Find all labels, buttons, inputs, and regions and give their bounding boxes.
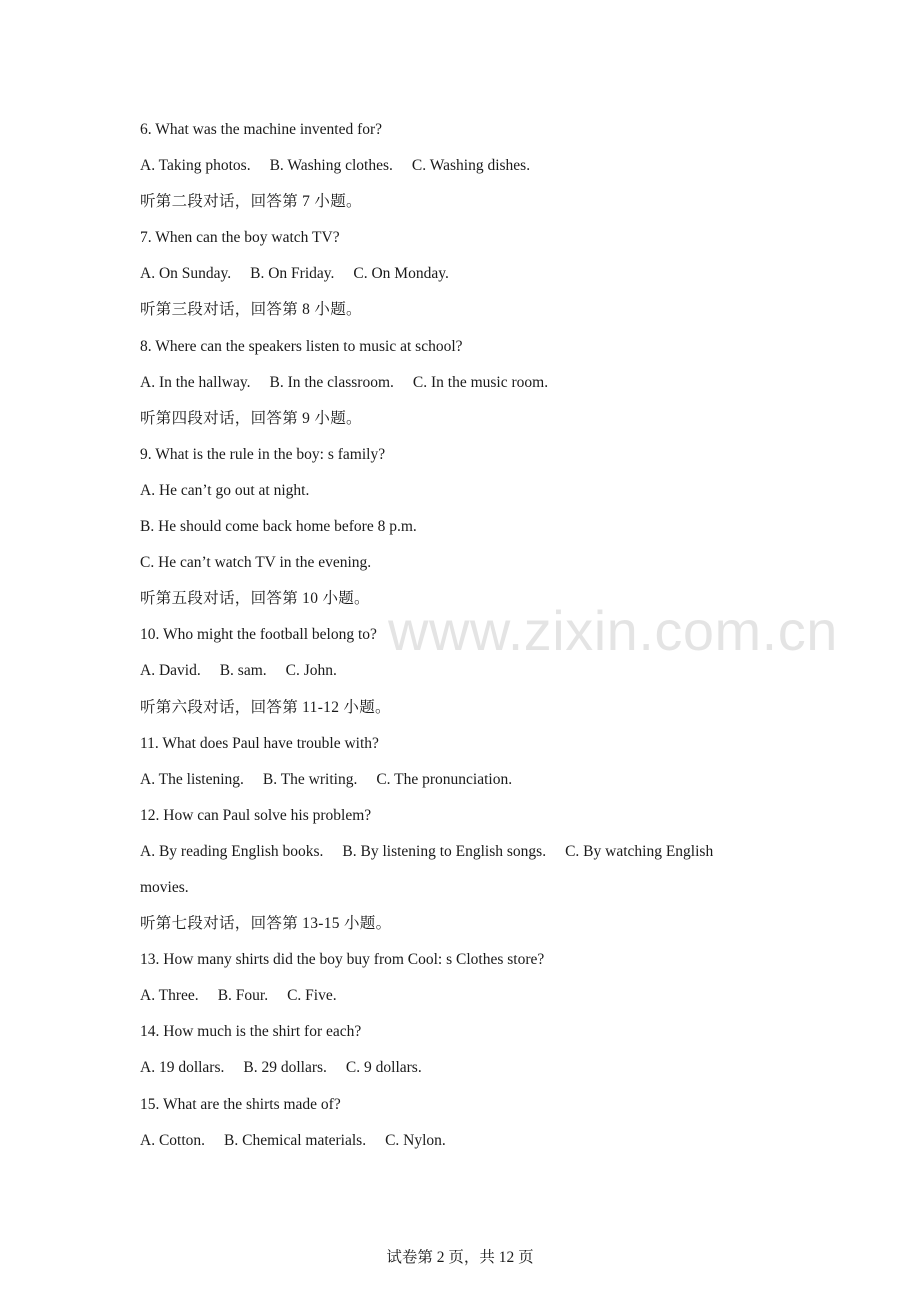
- question-text: 11. What does Paul have trouble with?: [140, 734, 379, 752]
- question-text: A. He can’t go out at night.: [140, 481, 310, 499]
- question-text: movies.: [140, 878, 189, 896]
- answer-options: [140, 983, 780, 1019]
- answer-options: [140, 261, 780, 297]
- answer-option: A. Cotton.: [140, 1131, 206, 1149]
- answer-option: C. Washing dishes.: [411, 157, 531, 175]
- answer-options: [140, 767, 780, 803]
- section-instruction: 听第六段对话，回答第 11-12 小题。: [140, 698, 391, 716]
- answer-option: C. 9 dollars.: [345, 1059, 422, 1077]
- question-text: 14. How much is the shirt for each?: [140, 1023, 362, 1041]
- answer-option: A. On Sunday.: [140, 265, 232, 283]
- question-text: 9. What is the rule in the boy: s family?: [140, 445, 386, 463]
- answer-option: A. By reading English books.: [140, 842, 324, 860]
- answer-option: C. By watching English: [565, 842, 714, 860]
- answer-option: C. John.: [285, 662, 337, 680]
- answer-options: [140, 658, 780, 694]
- page-footer: 试卷第 2 页，共 12 页: [386, 1249, 534, 1266]
- question-text: 10. Who might the football belong to?: [140, 626, 377, 644]
- question-text: 12. How can Paul solve his problem?: [140, 806, 372, 824]
- watermark: www.zixin.com.cn: [388, 599, 838, 662]
- answer-option: C. The pronunciation.: [376, 770, 513, 788]
- answer-options: [140, 1128, 780, 1164]
- question-text: B. He should come back home before 8 p.m.: [140, 518, 417, 536]
- answer-option: B. By listening to English songs.: [342, 842, 547, 860]
- answer-option: B. 29 dollars.: [243, 1059, 327, 1077]
- answer-options: [140, 839, 780, 875]
- question-text: 7. When can the boy watch TV?: [140, 229, 340, 247]
- answer-option: A. In the hallway.: [140, 373, 251, 391]
- question-text: 6. What was the machine invented for?: [140, 121, 383, 138]
- answer-option: B. Chemical materials.: [224, 1131, 367, 1149]
- answer-option: A. David.: [140, 662, 201, 680]
- answer-options: [140, 1055, 780, 1091]
- question-text: C. He can’t watch TV in the evening.: [140, 554, 372, 572]
- answer-option: C. Five.: [287, 987, 337, 1005]
- answer-option: B. Washing clothes.: [269, 157, 393, 175]
- section-instruction: 听第三段对话，回答第 8 小题。: [140, 301, 362, 319]
- answer-options: [140, 153, 780, 189]
- answer-option: B. sam.: [219, 662, 267, 680]
- answer-option: B. In the classroom.: [269, 373, 394, 391]
- answer-option: B. Four.: [217, 987, 269, 1005]
- answer-option: C. In the music room.: [412, 373, 549, 391]
- answer-option: A. Three.: [140, 987, 199, 1005]
- question-text: 13. How many shirts did the boy buy from Cool: s Clothes store?: [140, 951, 545, 969]
- section-instruction: 听第四段对话，回答第 9 小题。: [140, 409, 362, 427]
- section-instruction: 听第七段对话，回答第 13-15 小题。: [140, 915, 392, 933]
- answer-option: C. On Monday.: [353, 265, 449, 283]
- section-instruction: 听第二段对话，回答第 7 小题。: [140, 193, 362, 211]
- answer-options: [140, 370, 780, 406]
- answer-option: B. The writing.: [262, 770, 358, 788]
- answer-option: C. Nylon.: [385, 1131, 446, 1149]
- answer-option: A. The listening.: [140, 770, 244, 788]
- answer-option: A. 19 dollars.: [140, 1059, 225, 1077]
- answer-option: B. On Friday.: [250, 265, 335, 283]
- question-text: 15. What are the shirts made of?: [140, 1095, 341, 1113]
- answer-option: A. Taking photos.: [140, 157, 251, 175]
- question-text: 8. Where can the speakers listen to music at school?: [140, 337, 463, 355]
- section-instruction: 听第五段对话，回答第 10 小题。: [140, 590, 370, 608]
